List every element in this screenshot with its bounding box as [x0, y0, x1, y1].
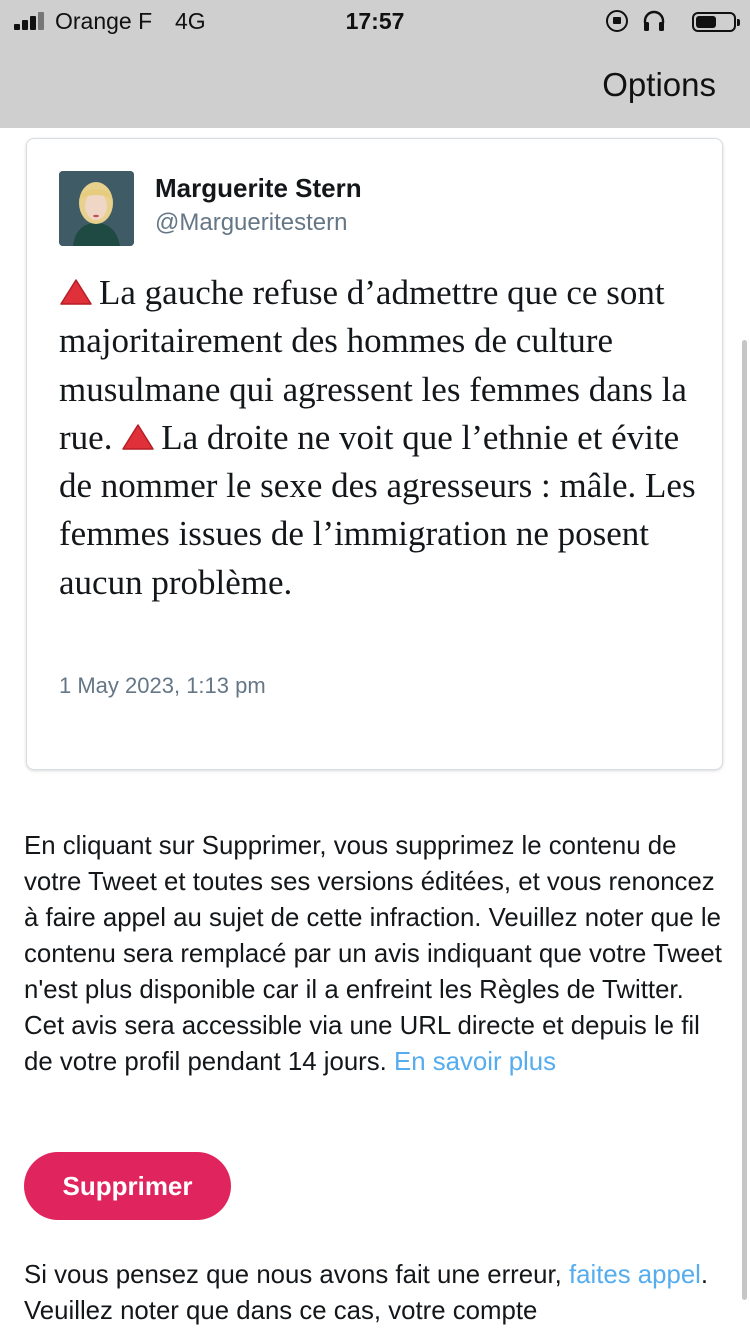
tweet-text-part-1: La gauche refuse d’admettre que ce sont majoritairement des hommes de culture musulmane qui agressent les femmes dans la rue.	[59, 273, 687, 457]
delete-notice	[24, 828, 724, 1080]
headphones-icon	[642, 9, 666, 33]
options-button[interactable]: Options	[602, 66, 716, 103]
red-triangle-icon	[121, 423, 155, 451]
tweet-text	[59, 269, 699, 607]
rotation-lock-icon	[606, 10, 628, 32]
notice-text: En cliquant sur Supprimer, vous supprimez le contenu de votre Tweet et toutes ses versions éditées, et vous renoncez à faire appel au sujet de cette infraction. Veuillez noter que le contenu sera remplacé par un avis indiquant que votre Tweet n'est plus disponible car il a enfreint les Règles de Twitter. Cet avis sera accessible via une URL directe et depuis le fil de votre profil pendant 14 jours.	[24, 832, 722, 1076]
status-icons	[606, 8, 736, 34]
avatar-portrait-icon	[59, 171, 134, 246]
status-bar	[0, 0, 750, 44]
battery-icon	[692, 12, 736, 32]
tweet-timestamp: 1 May 2023, 1:13 pm	[59, 673, 266, 698]
tweet-card	[26, 138, 723, 770]
navigation-bar	[0, 44, 750, 128]
network-type: 4G	[175, 8, 206, 34]
status-time: 17:57	[345, 8, 405, 34]
red-triangle-icon	[59, 278, 93, 306]
appeal-link[interactable]: faites appel	[568, 1261, 701, 1289]
learn-more-link[interactable]: En savoir plus	[394, 1048, 557, 1076]
appeal-notice	[24, 1257, 724, 1329]
delete-button[interactable]: Supprimer	[24, 1152, 231, 1220]
avatar	[59, 171, 134, 246]
tweet-text-part-2: La droite ne voit que l’ethnie et évite de nommer le sexe des agresseurs : mâle. Les femmes issues de l’immigration ne posent aucun problème.	[59, 417, 696, 602]
scrollbar[interactable]	[742, 340, 747, 1300]
author-handle[interactable]: @Margueritestern	[155, 209, 348, 236]
appeal-text-after: . Veuillez noter que dans ce cas, votre compte	[24, 1261, 709, 1325]
carrier-name: Orange F	[55, 8, 153, 34]
appeal-text-before: Si vous pensez que nous avons fait une erreur,	[24, 1261, 569, 1289]
author-name[interactable]: Marguerite Stern	[155, 173, 362, 203]
